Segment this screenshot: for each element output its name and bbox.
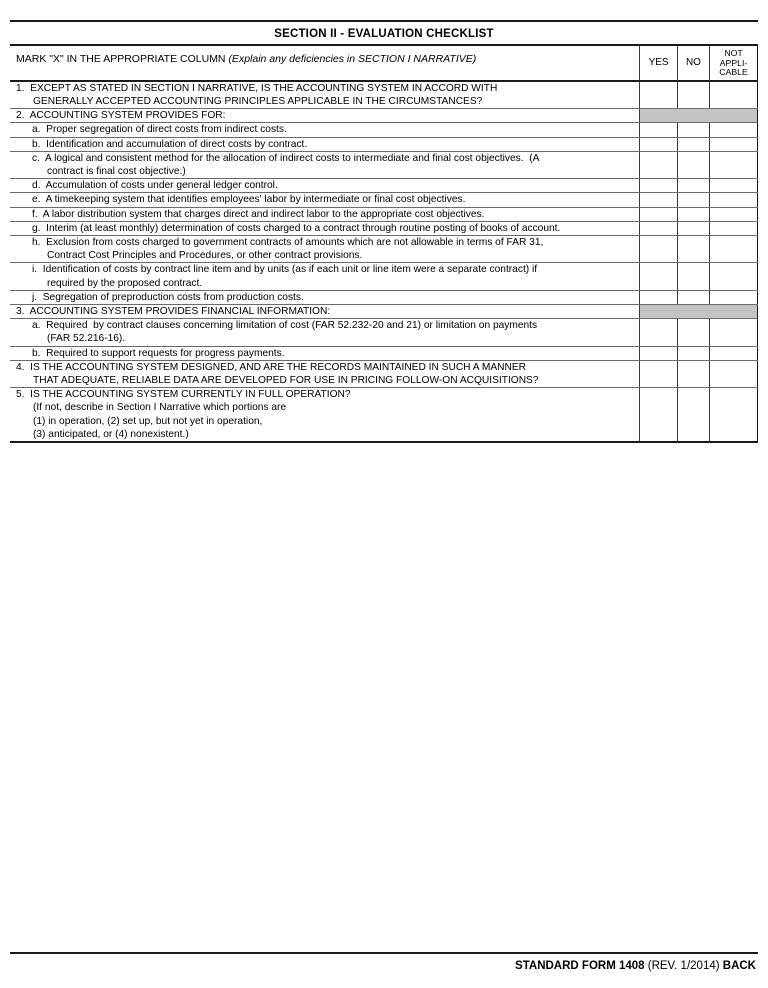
table-row	[10, 290, 758, 304]
question-cell-q2g	[10, 221, 640, 235]
evaluation-checklist-table	[10, 44, 758, 443]
question-cell-q2h	[10, 236, 640, 263]
answer-box-no-q4[interactable]	[677, 360, 709, 387]
question-cell-q2a	[10, 123, 640, 137]
question-line: a. Proper segregation of direct costs from indirect costs.	[32, 124, 287, 136]
answer-box-no-q2b[interactable]	[677, 137, 709, 151]
column-header-no: NO	[677, 45, 709, 81]
answer-box-na-q2b[interactable]	[710, 137, 758, 151]
table-row	[10, 151, 758, 178]
table-row	[10, 123, 758, 137]
answer-box-na-q2j[interactable]	[710, 290, 758, 304]
answer-box-na-q2g[interactable]	[710, 221, 758, 235]
section-title-band	[10, 20, 758, 44]
answer-box-yes-q2c[interactable]	[640, 151, 677, 178]
form-side: BACK	[722, 960, 756, 972]
table-row	[10, 236, 758, 263]
table-row	[10, 179, 758, 193]
column-header-yes: YES	[640, 45, 677, 81]
answer-box-yes-q2j[interactable]	[640, 290, 677, 304]
form-identifier	[10, 959, 758, 974]
question-cell-q3b	[10, 346, 640, 360]
answer-box-yes-q3b[interactable]	[640, 346, 677, 360]
answer-box-na-q4[interactable]	[710, 360, 758, 387]
question-line: required by the proposed contract.	[47, 277, 203, 289]
question-line: THAT ADEQUATE, RELIABLE DATA ARE DEVELOPED FOR USE IN PRICING FOLLOW-ON ACQUISITIONS?	[33, 375, 539, 387]
question-line: (FAR 52.216-16).	[47, 333, 126, 345]
answer-box-no-q2j[interactable]	[677, 290, 709, 304]
question-line: 3. ACCOUNTING SYSTEM PROVIDES FINANCIAL INFORMATION:	[16, 306, 331, 318]
answer-box-yes-q2h[interactable]	[640, 236, 677, 263]
answer-box-yes-q2d[interactable]	[640, 179, 677, 193]
question-cell-q2e	[10, 193, 640, 207]
answer-box-na-q2i[interactable]	[710, 263, 758, 290]
question-cell-q4	[10, 360, 640, 387]
answer-box-no-q2d[interactable]	[677, 179, 709, 193]
question-line: i. Identification of costs by contract line item and by units (as if each unit or line item were a separate contract) if	[32, 264, 538, 276]
question-line: b. Identification and accumulation of direct costs by contract.	[32, 138, 308, 150]
question-line: GENERALLY ACCEPTED ACCOUNTING PRINCIPLES APPLICABLE IN THE CIRCUMSTANCES?	[33, 95, 483, 107]
header-instruction-cell	[10, 45, 640, 81]
answer-box-na-q1[interactable]	[710, 81, 758, 109]
answer-box-na-q3a[interactable]	[710, 319, 758, 346]
question-cell-q2c	[10, 151, 640, 178]
answer-box-na-q2c[interactable]	[710, 151, 758, 178]
header-instruction-main: MARK "X" IN THE APPROPRIATE COLUMN	[16, 53, 229, 65]
question-line: c. A logical and consistent method for the allocation of indirect costs to intermediate and final cost objectives. (A	[32, 152, 540, 164]
question-line: 2. ACCOUNTING SYSTEM PROVIDES FOR:	[16, 110, 226, 122]
question-line: e. A timekeeping system that identifies employees' labor by intermediate or final cost objectives.	[32, 194, 466, 206]
form-number: STANDARD FORM 1408	[515, 960, 648, 972]
answer-box-yes-q2e[interactable]	[640, 193, 677, 207]
answer-box-no-q2c[interactable]	[677, 151, 709, 178]
question-line: j. Segregation of preproduction costs from production costs.	[32, 291, 304, 303]
question-line: 1. EXCEPT AS STATED IN SECTION I NARRATIVE, IS THE ACCOUNTING SYSTEM IN ACCORD WITH	[16, 82, 498, 94]
page-footer	[10, 952, 758, 974]
answer-box-yes-q2f[interactable]	[640, 207, 677, 221]
answer-box-na-q2a[interactable]	[710, 123, 758, 137]
answer-box-no-q3a[interactable]	[677, 319, 709, 346]
table-row	[10, 207, 758, 221]
answer-box-yes-q2a[interactable]	[640, 123, 677, 137]
question-cell-q2b	[10, 137, 640, 151]
answer-box-no-q2h[interactable]	[677, 236, 709, 263]
answer-box-no-q2a[interactable]	[677, 123, 709, 137]
page-title: SECTION II - EVALUATION CHECKLIST	[274, 28, 494, 40]
answer-box-no-q5[interactable]	[677, 388, 709, 442]
answer-box-no-q2i[interactable]	[677, 263, 709, 290]
answer-box-na-q3b[interactable]	[710, 346, 758, 360]
na-line-1: NOT	[724, 48, 743, 58]
question-line: Contract Cost Principles and Procedures, or other contract provisions.	[47, 250, 363, 262]
answer-box-na-q5[interactable]	[710, 388, 758, 442]
question-cell-q2i	[10, 263, 640, 290]
answer-box-no-q3b[interactable]	[677, 346, 709, 360]
question-line: b. Required to support requests for progress payments.	[32, 347, 285, 359]
na-line-3: CABLE	[719, 67, 748, 78]
answer-box-no-q2f[interactable]	[677, 207, 709, 221]
answer-box-yes-q2b[interactable]	[640, 137, 677, 151]
question-line: (3) anticipated, or (4) nonexistent.)	[33, 428, 189, 440]
shaded-block-q3	[640, 305, 758, 319]
table-row	[10, 221, 758, 235]
question-line: 4. IS THE ACCOUNTING SYSTEM DESIGNED, AND ARE THE RECORDS MAINTAINED IN SUCH A MANNER	[16, 361, 527, 373]
answer-box-no-q1[interactable]	[677, 81, 709, 109]
footer-rule	[10, 952, 758, 954]
answer-box-yes-q1[interactable]	[640, 81, 677, 109]
question-cell-q1	[10, 81, 640, 109]
answer-box-yes-q2g[interactable]	[640, 221, 677, 235]
question-cell-q2d	[10, 179, 640, 193]
question-line: g. Interim (at least monthly) determination of costs charged to a contract through routine posting of books of account.	[32, 222, 561, 234]
question-cell-q2f	[10, 207, 640, 221]
answer-box-no-q2g[interactable]	[677, 221, 709, 235]
answer-box-na-q2h[interactable]	[710, 236, 758, 263]
answer-box-na-q2f[interactable]	[710, 207, 758, 221]
header-instruction-note: (Explain any deficiencies in SECTION I NARRATIVE)	[228, 53, 477, 65]
question-line: (1) in operation, (2) set up, but not yet in operation,	[33, 415, 263, 427]
answer-box-yes-q3a[interactable]	[640, 319, 677, 346]
question-line: f. A labor distribution system that charges direct and indirect labor to the appropriate cost objectives.	[32, 208, 485, 220]
table-row	[10, 360, 758, 387]
question-line: 5. IS THE ACCOUNTING SYSTEM CURRENTLY IN FULL OPERATION?	[16, 389, 351, 401]
answer-box-yes-q2i[interactable]	[640, 263, 677, 290]
table-row	[10, 109, 758, 123]
shaded-block-q2	[640, 109, 758, 123]
table-row	[10, 193, 758, 207]
question-line: h. Exclusion from costs charged to government contracts of amounts which are not allowable in terms of FAR 31,	[32, 237, 544, 249]
table-header-row	[10, 45, 758, 81]
answer-box-na-q2d[interactable]	[710, 179, 758, 193]
form-revision: (REV. 1/2014)	[647, 960, 723, 972]
question-cell-q2j	[10, 290, 640, 304]
column-header-not-applicable	[710, 45, 758, 81]
table-row	[10, 263, 758, 290]
table-row	[10, 388, 758, 442]
answer-box-no-q2e[interactable]	[677, 193, 709, 207]
question-line: (If not, describe in Section I Narrative which portions are	[33, 402, 287, 414]
question-cell-q3	[10, 305, 640, 319]
question-cell-q3a	[10, 319, 640, 346]
table-row	[10, 305, 758, 319]
na-line-2: APPLI-	[719, 57, 748, 68]
question-line: a. Required by contract clauses concerning limitation of cost (FAR 52.232-20 and 21) or limitation on payments	[32, 320, 538, 332]
table-row	[10, 81, 758, 109]
question-line: d. Accumulation of costs under general ledger control.	[32, 180, 278, 192]
table-row	[10, 319, 758, 346]
table-row	[10, 137, 758, 151]
answer-box-yes-q4[interactable]	[640, 360, 677, 387]
table-row	[10, 346, 758, 360]
form-page	[0, 20, 768, 988]
answer-box-na-q2e[interactable]	[710, 193, 758, 207]
answer-box-yes-q5[interactable]	[640, 388, 677, 442]
question-cell-q5	[10, 388, 640, 442]
question-line: contract is final cost objective.)	[47, 166, 186, 177]
question-cell-q2	[10, 109, 640, 123]
